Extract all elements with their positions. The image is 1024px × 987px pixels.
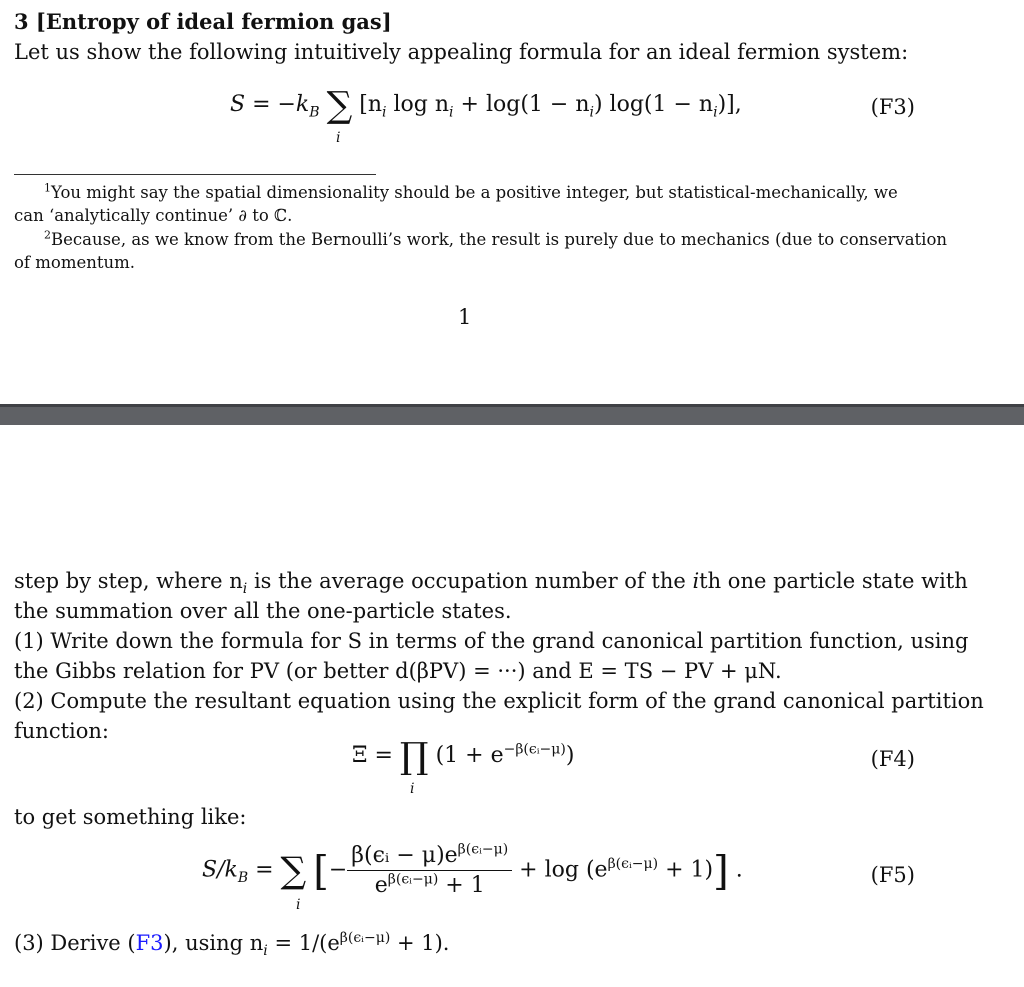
equation-label-f5: (F5) xyxy=(870,863,915,887)
equation-f4: Ξ = ∏ $(1 + e^{-\beta(\epsilon ᵢ-\mu)})$ xyxy=(352,736,575,777)
body-line-1: step by step, where $n_i$ is the average occupation number of the ith one particle state with xyxy=(14,569,968,598)
f3-reference-link[interactable]: F3 xyxy=(135,931,164,955)
footnote-1-line-1: $^1$You might say the spatial dimensionality should be a positive integer, but statistical-mechanically, we xyxy=(44,181,898,202)
f3-body: [n xyxy=(359,92,383,117)
footnote-2-line-1: $^2$Because, as we know from the Bernoulli’s work, the result is purely due to mechanics (due to conservation xyxy=(44,228,948,249)
footnote-rule xyxy=(14,174,376,175)
f3-lhs-sub: B xyxy=(309,104,320,121)
page-2 xyxy=(0,425,1024,987)
body-line-8: (3) Derive (F3), using $n_i = 1/(e^{\beta(\epsilon ᵢ-\mu)} + 1)$. xyxy=(14,930,450,960)
equation-f3: $S = -k_B$ ∑ [$n_i$ $\log n_i + \log(1 - n_i) \log(1 - n_i)$], xyxy=(230,85,742,126)
f4-prod-index: i xyxy=(410,781,415,797)
body-line-3: (1) Write down the formula for S in terms of the grand canonical partition function, using xyxy=(14,629,969,653)
f3-lhs: S = −k xyxy=(230,92,310,117)
body-line-6: function: xyxy=(14,719,109,743)
sum-symbol: ∑ xyxy=(326,85,353,126)
f3-body-rest: log n xyxy=(386,92,450,117)
body-line-2: the summation over all the one-particle states. xyxy=(14,599,512,623)
equation-label-f3: (F3) xyxy=(870,95,915,119)
section-heading: 3 [Entropy of ideal fermion gas] xyxy=(14,9,392,34)
body-line-7: to get something like: xyxy=(14,805,247,829)
equation-f5: $S/k_B$ = ∑ [− $\frac{\beta(\epsilon ᵢ - \mu)e^{\beta(\epsilon ᵢ-\mu)}}{e^{\beta(\epsilon ᵢ-\mu)} + 1}$ + $\log (e^{\beta(\epsilon ᵢ-\mu)} + 1)$] . xyxy=(202,841,743,898)
equation-label-f4: (F4) xyxy=(870,747,915,771)
f3-body-rest3: ) log(1 − n xyxy=(593,92,714,117)
body-line-5: (2) Compute the resultant equation using the explicit form of the grand canonical partition xyxy=(14,689,984,713)
product-symbol: ∏ xyxy=(399,736,429,777)
f3-sum-index: i xyxy=(336,130,341,146)
footnote-1-line-2: can ‘analytically continue’ ∂ to ℂ. xyxy=(14,206,293,225)
page-separator xyxy=(0,404,1024,425)
f3-body-rest2: + log(1 − n xyxy=(453,92,590,117)
f3-body-end: )], xyxy=(717,92,742,117)
body-line-4: the Gibbs relation for PV (or better d(βPV) = ···) and E = TS − PV + μN. xyxy=(14,659,782,683)
f5-fraction: $\frac{\beta(\epsilon ᵢ - \mu)e^{\beta(\epsilon ᵢ-\mu)}}{e^{\beta(\epsilon ᵢ-\mu)} + 1}$ xyxy=(347,843,512,898)
footnote-2-line-2: of momentum. xyxy=(14,253,136,272)
page-separator-edge xyxy=(0,404,1024,407)
page-1 xyxy=(0,0,1024,404)
intro-text: Let us show the following intuitively appealing formula for an ideal fermion system: xyxy=(14,40,909,64)
page-number: 1 xyxy=(458,305,472,329)
f5-sum-index: i xyxy=(296,897,301,913)
